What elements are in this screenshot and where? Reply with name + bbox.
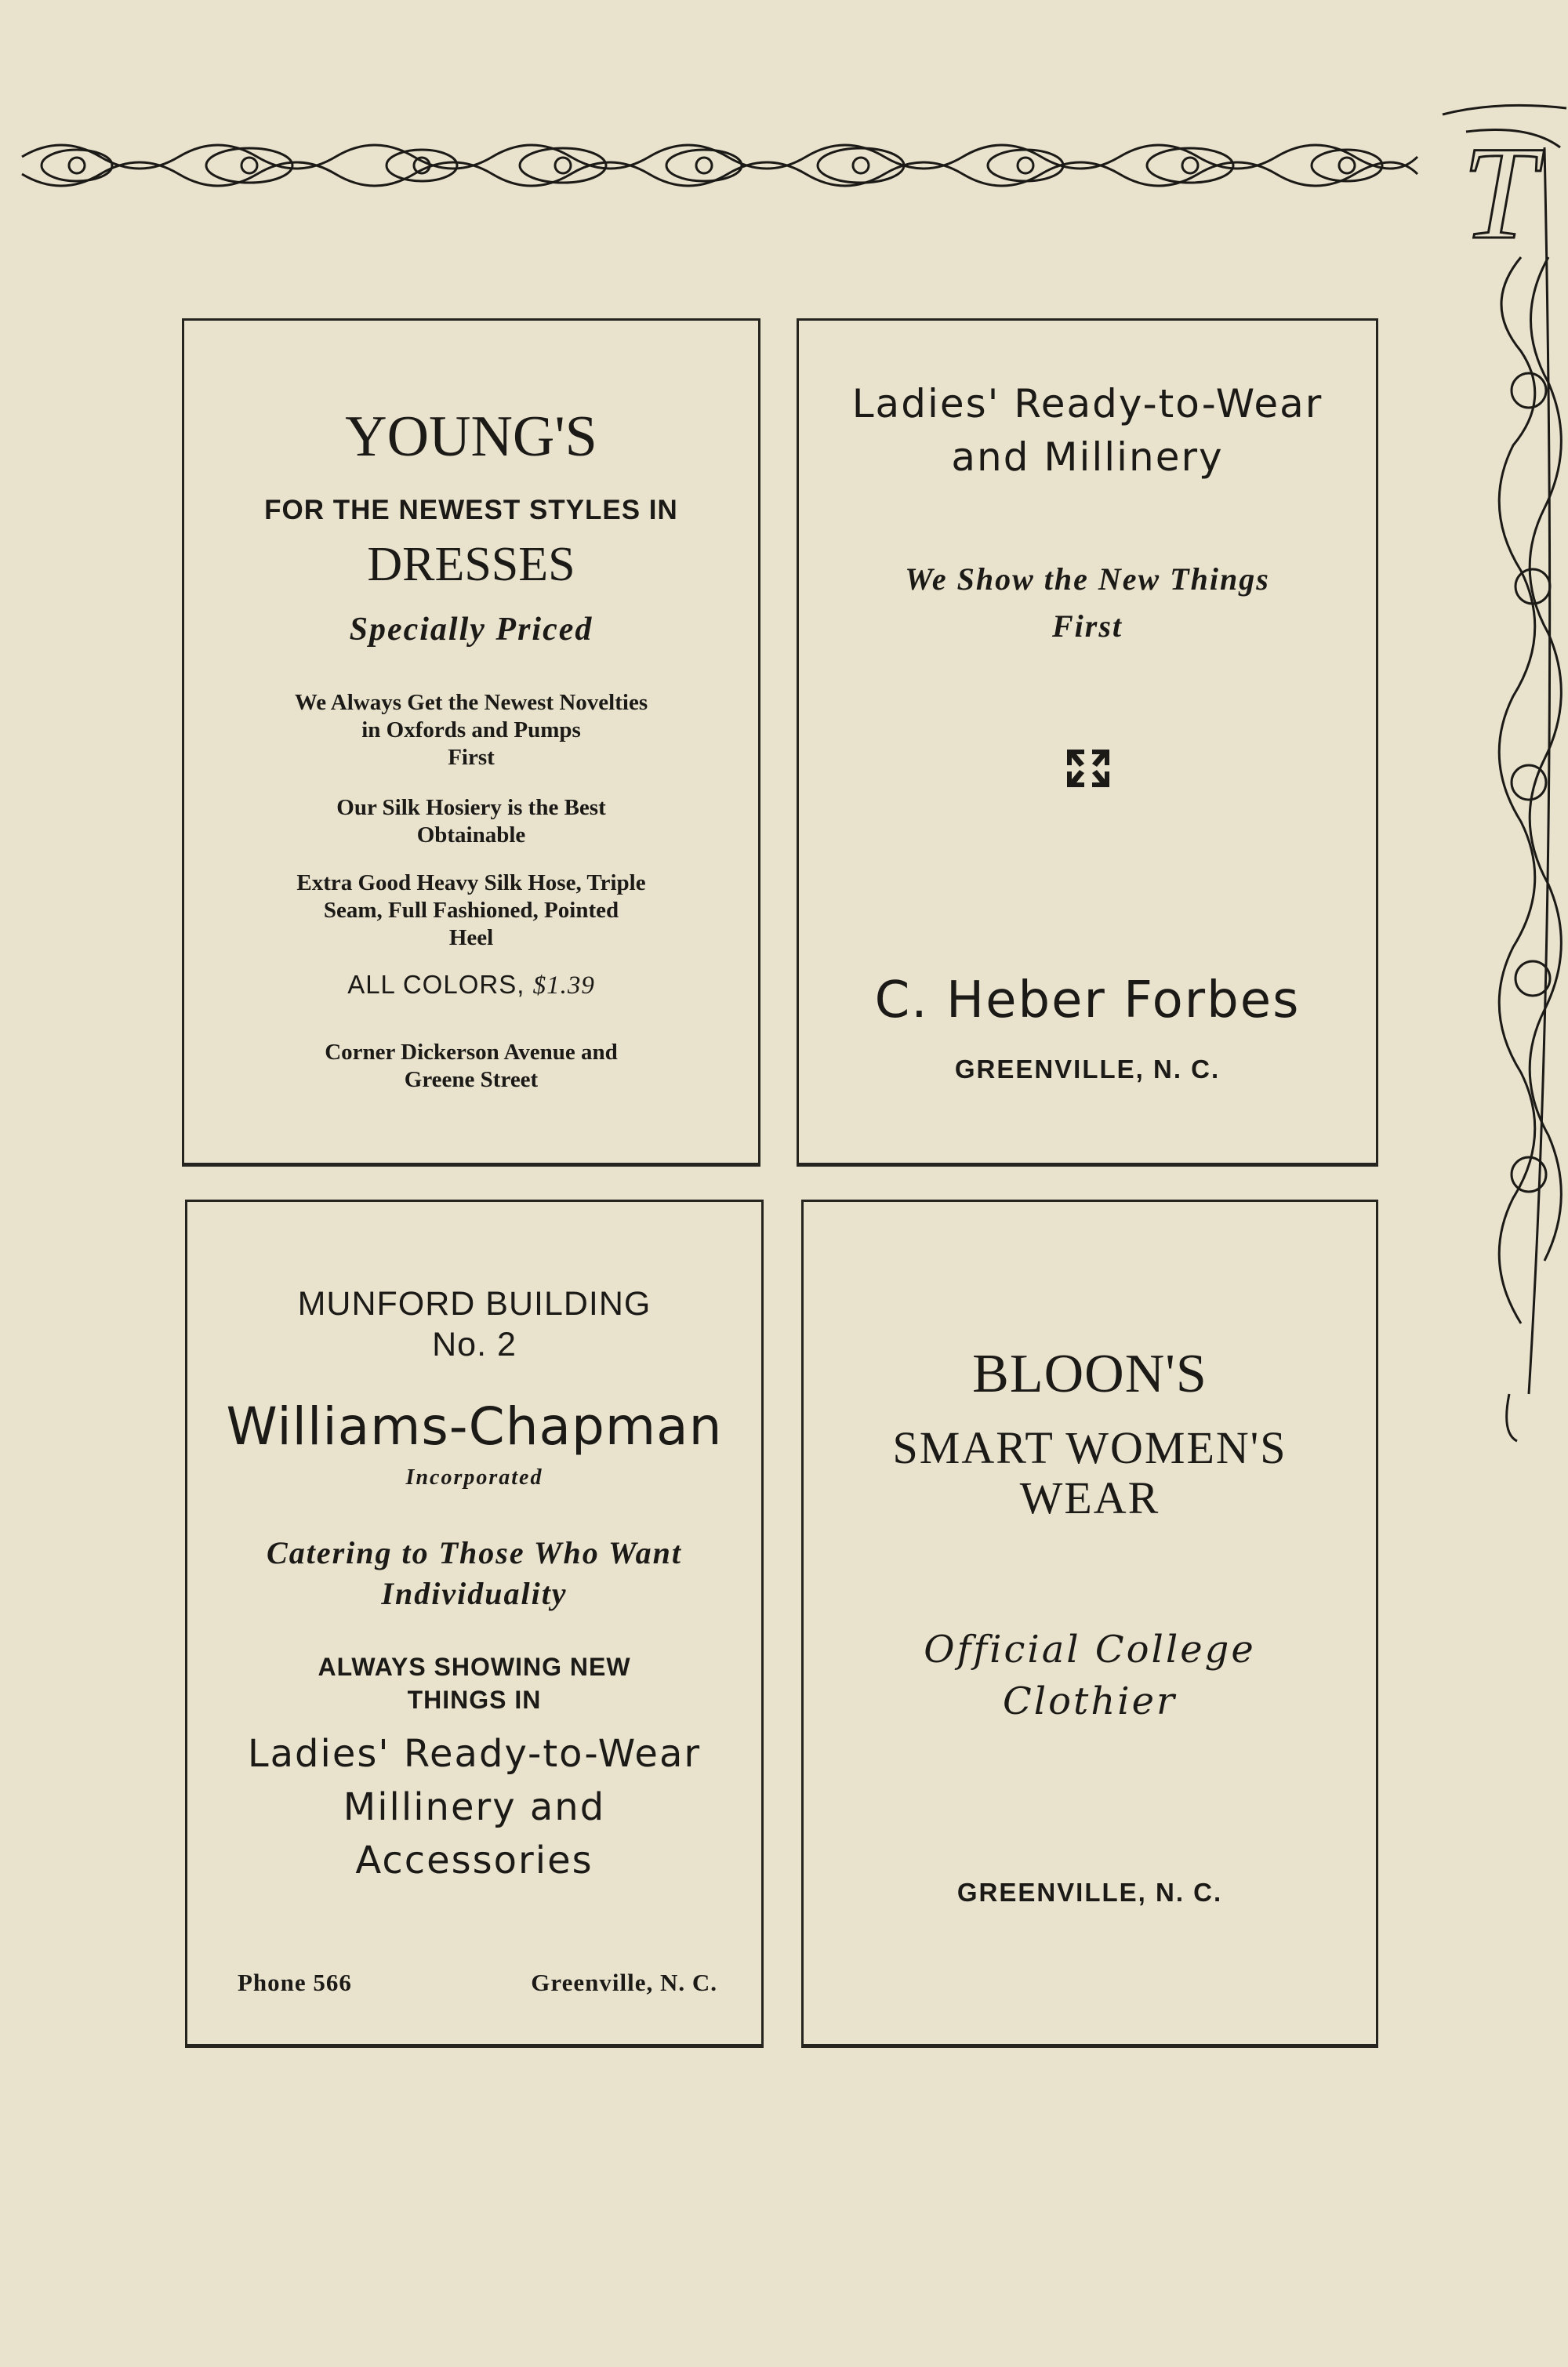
forbes-heading <box>799 377 1376 484</box>
williams-lines-line: Accessories <box>355 1839 593 1882</box>
youngs-address-line: Greene Street <box>404 1067 539 1092</box>
youngs-hose-line: Extra Good Heavy Silk Hose, Triple <box>296 870 646 895</box>
youngs-novelties-line: First <box>448 745 495 770</box>
forbes-ad <box>797 318 1378 1167</box>
williams-slogan-line: Catering to Those Who Want <box>267 1535 682 1570</box>
williams-slogan-line: Individuality <box>381 1576 568 1611</box>
forbes-slogan-line: We Show the New Things <box>905 561 1270 597</box>
forbes-heading-line: and Millinery <box>951 434 1224 480</box>
williams-chapman-ad <box>185 1200 764 2048</box>
williams-lines-line: Ladies' Ready-to-Wear <box>247 1732 702 1776</box>
youngs-hose-line: Seam, Full Fashioned, Pointed <box>323 898 619 923</box>
youngs-product: DRESSES <box>367 538 575 591</box>
top-ornament-band <box>14 125 1425 204</box>
williams-lines-line: Millinery and <box>343 1785 606 1829</box>
bloons-official-line: Clothier <box>1003 1679 1177 1723</box>
youngs-colors-label: ALL COLORS, <box>347 970 525 999</box>
youngs-novelties-line: in Oxfords and Pumps <box>361 717 581 742</box>
bloons-official <box>804 1624 1376 1727</box>
bloons-tagline-line: SMART WOMEN'S <box>892 1422 1287 1473</box>
williams-location: Greenville, N. C. <box>531 1969 717 1996</box>
williams-lines <box>187 1727 761 1887</box>
youngs-name: YOUNG'S <box>345 405 597 469</box>
williams-slogan <box>187 1533 761 1614</box>
bloons-location: GREENVILLE, N. C. <box>956 1878 1223 1907</box>
bloons-tagline <box>804 1423 1376 1523</box>
forbes-slogan <box>799 556 1376 650</box>
youngs-hosiery <box>184 794 758 849</box>
williams-building <box>187 1283 761 1365</box>
fleuron-icon <box>1065 748 1111 789</box>
youngs-hose-line: Heel <box>448 925 494 950</box>
forbes-heading-line: Ladies' Ready-to-Wear <box>851 381 1323 427</box>
williams-name: Williams-Chapman <box>226 1396 723 1457</box>
youngs-address <box>184 1039 758 1094</box>
youngs-pricing: Specially Priced <box>349 612 593 648</box>
williams-showing <box>187 1650 761 1716</box>
bloons-tagline-line: WEAR <box>1019 1472 1160 1523</box>
youngs-tagline: FOR THE NEWEST STYLES IN <box>264 495 678 525</box>
side-ornament <box>1435 100 1568 1512</box>
youngs-address-line: Corner Dickerson Avenue and <box>325 1040 618 1065</box>
bloons-name: BLOON'S <box>972 1344 1207 1404</box>
forbes-name: C. Heber Forbes <box>874 971 1301 1029</box>
youngs-hosiery-line: Obtainable <box>416 822 526 848</box>
youngs-novelties-line: We Always Get the Newest Novelties <box>294 690 648 715</box>
youngs-novelties <box>184 689 758 771</box>
williams-phone: Phone 566 <box>238 1969 352 1996</box>
williams-building-line: MUNFORD BUILDING <box>297 1285 652 1323</box>
williams-showing-line: THINGS IN <box>407 1686 542 1714</box>
bloons-ad <box>801 1200 1378 2048</box>
youngs-hosiery-line: Our Silk Hosiery is the Best <box>336 795 606 820</box>
williams-showing-line: ALWAYS SHOWING NEW <box>318 1653 631 1681</box>
forbes-slogan-line: First <box>1051 608 1123 644</box>
youngs-ad <box>182 318 760 1167</box>
forbes-location: GREENVILLE, N. C. <box>954 1055 1221 1084</box>
williams-incorporated: Incorporated <box>405 1465 543 1490</box>
bloons-official-line: Official College <box>924 1628 1256 1672</box>
youngs-colors <box>184 970 758 1000</box>
youngs-hose <box>184 869 758 952</box>
drop-cap-letter: T <box>1462 119 1537 267</box>
youngs-colors-price: $1.39 <box>532 971 595 1000</box>
williams-building-line: No. 2 <box>432 1326 517 1363</box>
